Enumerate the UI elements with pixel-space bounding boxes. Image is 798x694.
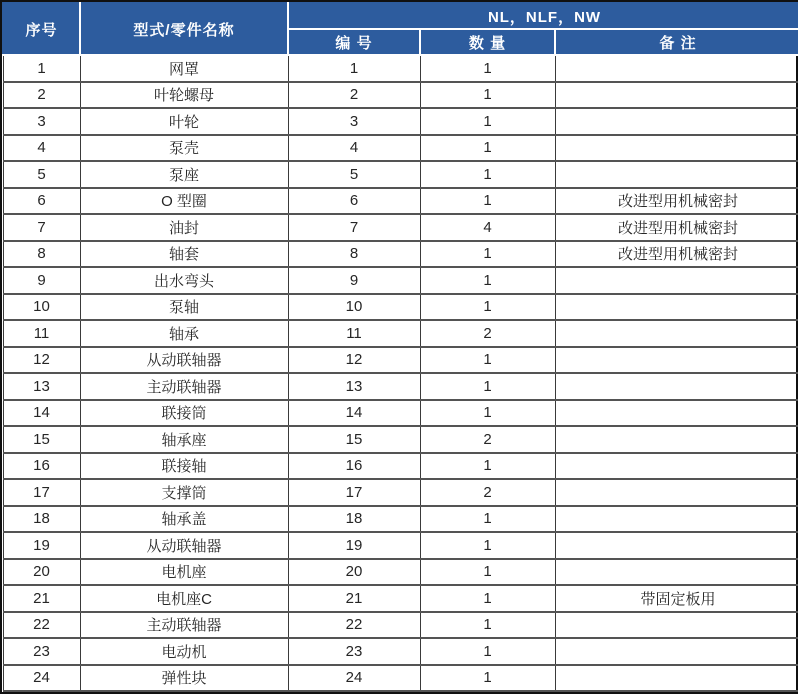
cell-remark — [555, 479, 798, 506]
cell-qty: 1 — [420, 506, 555, 533]
cell-qty: 1 — [420, 55, 555, 82]
table-row — [3, 559, 798, 586]
cell-qty: 1 — [420, 532, 555, 559]
cell-index: 22 — [3, 612, 80, 639]
cell-remark — [555, 347, 798, 374]
cell-qty: 1 — [420, 612, 555, 639]
cell-index: 24 — [3, 665, 80, 692]
cell-qty: 1 — [420, 585, 555, 612]
cell-remark: 带固定板用 — [555, 585, 798, 612]
cell-part-name: 主动联轴器 — [80, 612, 288, 639]
table-row — [3, 161, 798, 188]
cell-code: 7 — [288, 214, 420, 241]
cell-code: 20 — [288, 559, 420, 586]
cell-part-name: 联接筒 — [80, 400, 288, 427]
cell-qty: 1 — [420, 665, 555, 692]
cell-qty: 1 — [420, 453, 555, 480]
cell-part-name: 泵座 — [80, 161, 288, 188]
cell-qty: 1 — [420, 373, 555, 400]
cell-remark — [555, 267, 798, 294]
cell-code: 4 — [288, 135, 420, 162]
cell-index: 5 — [3, 161, 80, 188]
cell-remark — [555, 638, 798, 665]
table-row — [3, 188, 798, 215]
cell-part-name: 叶轮螺母 — [80, 82, 288, 109]
cell-code: 11 — [288, 320, 420, 347]
table-row — [3, 479, 798, 506]
table-row — [3, 82, 798, 109]
table-row — [3, 320, 798, 347]
table-row — [3, 585, 798, 612]
cell-code: 19 — [288, 532, 420, 559]
cell-part-name: 网罩 — [80, 55, 288, 82]
cell-code: 5 — [288, 161, 420, 188]
column-header-qty: 数 量 — [420, 29, 555, 55]
cell-part-name: 泵轴 — [80, 294, 288, 321]
cell-code: 6 — [288, 188, 420, 215]
cell-code: 21 — [288, 585, 420, 612]
cell-index: 6 — [3, 188, 80, 215]
cell-remark — [555, 453, 798, 480]
table-row — [3, 612, 798, 639]
table-row — [3, 108, 798, 135]
cell-qty: 1 — [420, 638, 555, 665]
cell-index: 4 — [3, 135, 80, 162]
table-row — [3, 294, 798, 321]
cell-remark — [555, 55, 798, 82]
cell-code: 9 — [288, 267, 420, 294]
cell-part-name: 出水弯头 — [80, 267, 288, 294]
cell-code: 15 — [288, 426, 420, 453]
cell-index: 18 — [3, 506, 80, 533]
cell-qty: 1 — [420, 82, 555, 109]
cell-part-name: 主动联轴器 — [80, 373, 288, 400]
cell-part-name: 油封 — [80, 214, 288, 241]
cell-index: 21 — [3, 585, 80, 612]
cell-remark — [555, 373, 798, 400]
column-header-remark: 备 注 — [555, 29, 798, 55]
cell-qty: 1 — [420, 241, 555, 268]
table-row — [3, 665, 798, 692]
cell-code: 12 — [288, 347, 420, 374]
cell-code: 2 — [288, 82, 420, 109]
table-row — [3, 55, 798, 82]
cell-part-name: O 型圈 — [80, 188, 288, 215]
cell-part-name: 轴承盖 — [80, 506, 288, 533]
column-header-model-group: NL，NLF，NW — [288, 3, 798, 29]
table-row — [3, 347, 798, 374]
cell-remark — [555, 426, 798, 453]
cell-part-name: 联接轴 — [80, 453, 288, 480]
cell-part-name: 电机座 — [80, 559, 288, 586]
cell-qty: 1 — [420, 559, 555, 586]
cell-remark — [555, 108, 798, 135]
cell-code: 23 — [288, 638, 420, 665]
cell-index: 14 — [3, 400, 80, 427]
cell-code: 10 — [288, 294, 420, 321]
cell-index: 15 — [3, 426, 80, 453]
column-header-code: 编 号 — [288, 29, 420, 55]
cell-remark — [555, 135, 798, 162]
cell-code: 8 — [288, 241, 420, 268]
cell-qty: 2 — [420, 426, 555, 453]
table-header — [3, 3, 798, 55]
cell-qty: 1 — [420, 188, 555, 215]
cell-code: 3 — [288, 108, 420, 135]
cell-code: 13 — [288, 373, 420, 400]
cell-index: 23 — [3, 638, 80, 665]
cell-index: 16 — [3, 453, 80, 480]
cell-qty: 1 — [420, 400, 555, 427]
cell-index: 20 — [3, 559, 80, 586]
cell-part-name: 弹性块 — [80, 665, 288, 692]
cell-qty: 2 — [420, 479, 555, 506]
cell-qty: 1 — [420, 135, 555, 162]
cell-index: 1 — [3, 55, 80, 82]
cell-qty: 2 — [420, 320, 555, 347]
table-row — [3, 532, 798, 559]
cell-remark — [555, 506, 798, 533]
cell-remark — [555, 294, 798, 321]
table-row — [3, 241, 798, 268]
cell-index: 7 — [3, 214, 80, 241]
cell-index: 12 — [3, 347, 80, 374]
cell-part-name: 电机座C — [80, 585, 288, 612]
parts-table — [2, 2, 798, 692]
cell-index: 2 — [3, 82, 80, 109]
cell-remark: 改进型用机械密封 — [555, 241, 798, 268]
cell-part-name: 轴套 — [80, 241, 288, 268]
cell-remark — [555, 320, 798, 347]
table-row — [3, 267, 798, 294]
cell-qty: 1 — [420, 161, 555, 188]
cell-index: 9 — [3, 267, 80, 294]
column-header-part-name: 型式/零件名称 — [80, 3, 288, 55]
cell-part-name: 支撑筒 — [80, 479, 288, 506]
cell-part-name: 从动联轴器 — [80, 532, 288, 559]
table-row — [3, 400, 798, 427]
cell-qty: 1 — [420, 294, 555, 321]
cell-part-name: 轴承 — [80, 320, 288, 347]
cell-remark — [555, 400, 798, 427]
cell-index: 10 — [3, 294, 80, 321]
cell-remark — [555, 82, 798, 109]
table-body — [3, 55, 798, 691]
cell-index: 11 — [3, 320, 80, 347]
table-row — [3, 426, 798, 453]
cell-code: 16 — [288, 453, 420, 480]
cell-code: 14 — [288, 400, 420, 427]
cell-remark: 改进型用机械密封 — [555, 214, 798, 241]
cell-remark — [555, 532, 798, 559]
cell-remark: 改进型用机械密封 — [555, 188, 798, 215]
table-row — [3, 506, 798, 533]
cell-remark — [555, 612, 798, 639]
cell-qty: 1 — [420, 108, 555, 135]
cell-qty: 4 — [420, 214, 555, 241]
cell-code: 17 — [288, 479, 420, 506]
cell-code: 22 — [288, 612, 420, 639]
cell-part-name: 电动机 — [80, 638, 288, 665]
cell-part-name: 轴承座 — [80, 426, 288, 453]
table-row — [3, 453, 798, 480]
column-header-index: 序号 — [3, 3, 80, 55]
cell-qty: 1 — [420, 267, 555, 294]
table-row — [3, 214, 798, 241]
table-row — [3, 638, 798, 665]
cell-index: 13 — [3, 373, 80, 400]
cell-code: 1 — [288, 55, 420, 82]
cell-remark — [555, 559, 798, 586]
cell-part-name: 泵壳 — [80, 135, 288, 162]
cell-code: 24 — [288, 665, 420, 692]
table-row — [3, 373, 798, 400]
cell-index: 19 — [3, 532, 80, 559]
cell-part-name: 叶轮 — [80, 108, 288, 135]
cell-remark — [555, 161, 798, 188]
cell-code: 18 — [288, 506, 420, 533]
cell-part-name: 从动联轴器 — [80, 347, 288, 374]
cell-index: 17 — [3, 479, 80, 506]
cell-qty: 1 — [420, 347, 555, 374]
cell-index: 8 — [3, 241, 80, 268]
cell-remark — [555, 665, 798, 692]
cell-index: 3 — [3, 108, 80, 135]
table-row — [3, 135, 798, 162]
